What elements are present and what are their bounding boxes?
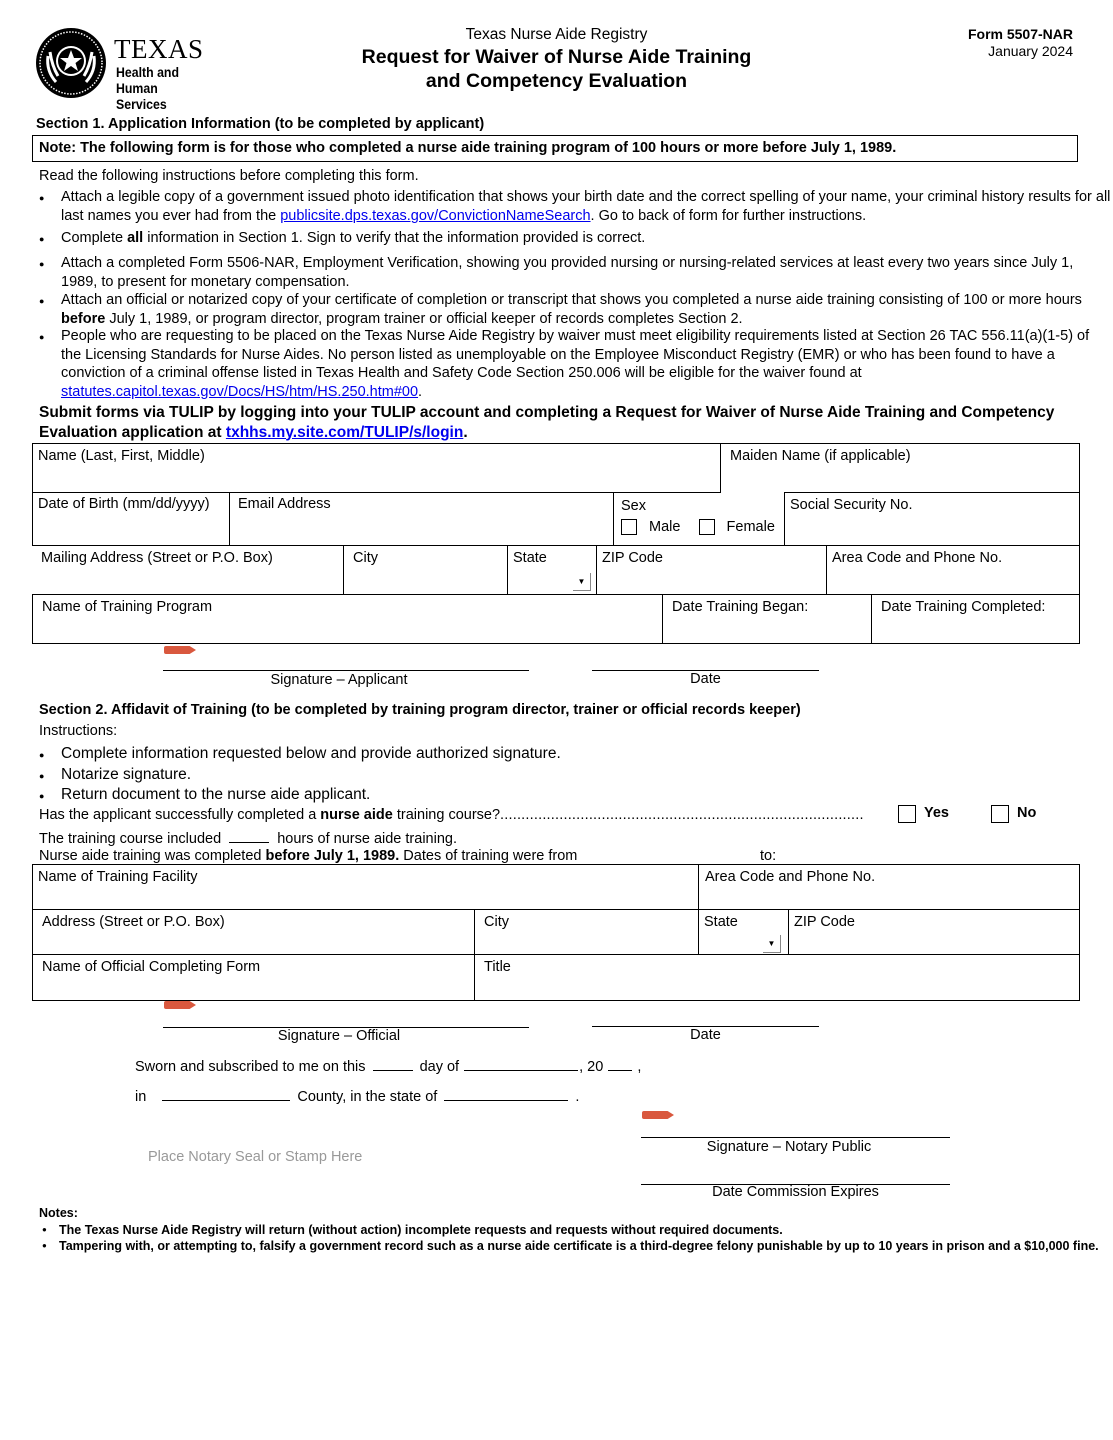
sex-field: Sex Male Female bbox=[613, 492, 785, 546]
yes-label: Yes bbox=[924, 805, 949, 821]
sign-here-tag-icon[interactable] bbox=[164, 1001, 196, 1009]
instruction-bullet-3: ● Attach a completed Form 5506-NAR, Employment Verification, showing you provided nursing or nursing-related services at least every two years since July 1, 1989, to present for monetary compensation. bbox=[32, 254, 1111, 291]
section2-bullet-2: ● Notarize signature. bbox=[32, 766, 961, 785]
training-dates-line: Nurse aide training was completed before July 1, 1989. Dates of training were from bbox=[39, 848, 578, 864]
note-item-2: ● Tampering with, or attempting to, falsify a government record such as a nurse aide certificate is a third-degree felony punishable by up to 10 years in prison and a $10,000 fine. bbox=[39, 1238, 1099, 1254]
facility-info-grid bbox=[32, 864, 1080, 1001]
date-began-field[interactable]: Date Training Began: bbox=[662, 594, 872, 644]
training-program-field[interactable]: Name of Training Program bbox=[32, 594, 663, 644]
training-facility-field[interactable]: Name of Training Facility bbox=[32, 864, 699, 910]
logo-texas-text: TEXAS bbox=[114, 34, 204, 64]
sworn-day-input[interactable] bbox=[373, 1056, 413, 1071]
form-number: Form 5507-NAR bbox=[967, 26, 1073, 42]
sworn-month-input[interactable] bbox=[464, 1056, 578, 1071]
registry-name: Texas Nurse Aide Registry bbox=[465, 26, 648, 43]
form-title: Request for Waiver of Nurse Aide Training and Competency Evaluation bbox=[361, 46, 752, 92]
official-title-field[interactable]: Title bbox=[474, 954, 1080, 1001]
logo-subtitle: Health and Human Services bbox=[116, 64, 179, 112]
maiden-name-field[interactable]: Maiden Name (if applicable) bbox=[720, 443, 1080, 493]
form-date: January 2024 bbox=[988, 43, 1073, 59]
dob-field[interactable]: Date of Birth (mm/dd/yyyy) bbox=[32, 492, 230, 546]
mailing-address-field[interactable]: Mailing Address (Street or P.O. Box) bbox=[32, 545, 344, 595]
notary-signature-label: Signature – Notary Public bbox=[706, 1139, 872, 1155]
instruction-bullet-4: ● Attach an official or notarized copy of your certificate of completion or transcript that shows you completed a nurse aide training consisting of 100 or more hours before July 1, 1989, or program director, program trainer or official keeper of records completes Section 2. bbox=[32, 291, 1111, 328]
applicant-date-label: Date bbox=[690, 671, 721, 687]
facility-zip-field[interactable]: ZIP Code bbox=[788, 909, 1080, 955]
chevron-down-icon[interactable]: ▼ bbox=[763, 935, 781, 953]
submit-instructions: Submit forms via TULIP by logging into your TULIP account and completing a Request for Waiver of Nurse Aide Training and Competency Evaluation application at txhhs.my.site.com/TULIP/s/login. bbox=[39, 404, 1055, 441]
facility-address-field[interactable]: Address (Street or P.O. Box) bbox=[32, 909, 475, 955]
section2-heading: Section 2. Affidavit of Training (to be completed by training program director, trainer or official records keeper) bbox=[39, 702, 801, 718]
facility-city-field[interactable]: City bbox=[474, 909, 699, 955]
official-signature-label: Signature – Official bbox=[277, 1028, 401, 1044]
official-name-field[interactable]: Name of Official Completing Form bbox=[32, 954, 475, 1001]
statutes-link[interactable]: statutes.capitol.texas.gov/Docs/HS/htm/HS.250.htm#00 bbox=[61, 383, 419, 400]
state-select[interactable]: State ▼ bbox=[507, 545, 597, 595]
note-item-1: ● The Texas Nurse Aide Registry will return (without action) incomplete requests and requests without required documents. bbox=[39, 1222, 1099, 1238]
no-label: No bbox=[1017, 805, 1037, 821]
section2-instructions-label: Instructions: bbox=[39, 723, 118, 739]
ssn-field[interactable]: Social Security No. bbox=[784, 492, 1080, 546]
section1-heading: Section 1. Application Information (to be completed by applicant) bbox=[36, 116, 485, 132]
training-hours-line: The training course included hours of nurse aide training. bbox=[39, 828, 457, 847]
notes-heading: Notes: bbox=[39, 1206, 78, 1220]
notary-signature-line[interactable] bbox=[641, 1137, 950, 1138]
county-input[interactable] bbox=[162, 1086, 290, 1101]
section2-bullet-1: ● Complete information requested below and provide authorized signature. bbox=[32, 745, 961, 764]
male-checkbox[interactable] bbox=[621, 519, 637, 535]
sworn-year-input[interactable] bbox=[608, 1056, 632, 1071]
instruction-bullet-5: ● People who are requesting to be placed on the Texas Nurse Aide Registry by waiver must meet eligibility requirements listed at Section 26 TAC 556.11(a)(1-5) of the Licensing Standards for Nurse Aides. No person listed as unemployable on the Employee Misconduct Registry (EMR) or who has been found to have a conviction of a criminal offense listed in Texas Health and Safety Code Section 250.006 will be eligible for the waiver found at statutes.capitol.texas.gov/Docs/HS/htm/HS.250.htm#00. bbox=[32, 327, 1111, 401]
city-field[interactable]: City bbox=[343, 545, 508, 595]
applicant-signature-label: Signature – Applicant bbox=[270, 672, 408, 688]
county-line: in County, in the state of . bbox=[135, 1086, 579, 1105]
section2-bullet-3: ● Return document to the nurse aide applicant. bbox=[32, 786, 961, 805]
sworn-line: Sworn and subscribed to me on this day of , 20 , bbox=[135, 1056, 641, 1075]
instruction-bullet-2: ● Complete all information in Section 1. Sign to verify that the information provided is correct. bbox=[32, 229, 1111, 248]
date-completed-field[interactable]: Date Training Completed: bbox=[871, 594, 1080, 644]
completion-question: Has the applicant successfully completed a nurse aide training course?...................................................................................... bbox=[39, 807, 864, 823]
training-dates-to: to: bbox=[760, 848, 777, 864]
eligibility-note: Note: The following form is for those who completed a nurse aide training program of 100 hours or more before July 1, 1989. bbox=[32, 135, 1078, 162]
state-of-input[interactable] bbox=[444, 1086, 568, 1101]
applicant-info-grid bbox=[32, 443, 1080, 644]
commission-expires-label: Date Commission Expires bbox=[712, 1184, 879, 1200]
notary-seal-placeholder: Place Notary Seal or Stamp Here bbox=[148, 1149, 363, 1165]
zip-field[interactable]: ZIP Code bbox=[596, 545, 827, 595]
instruction-bullet-1: ● Attach a legible copy of a government issued photo identification that shows your birth date and the correct spelling of your name, your criminal history results for all last names you ever had from the publicsite.dps.texas.gov/ConvictionNameSearch. Go to back of form for further instructions. bbox=[32, 188, 1111, 225]
female-checkbox[interactable] bbox=[699, 519, 715, 535]
facility-state-select[interactable]: State ▼ bbox=[698, 909, 789, 955]
form-number-block bbox=[968, 26, 1073, 60]
phone-field[interactable]: Area Code and Phone No. bbox=[826, 545, 1080, 595]
sign-here-tag-icon[interactable] bbox=[642, 1111, 674, 1119]
name-field[interactable]: Name (Last, First, Middle) bbox=[32, 443, 721, 493]
hours-input[interactable] bbox=[229, 828, 269, 843]
tulip-login-link[interactable]: txhhs.my.site.com/TULIP/s/login bbox=[225, 423, 464, 441]
applicant-signature-line[interactable] bbox=[163, 670, 529, 671]
official-date-label: Date bbox=[690, 1027, 721, 1043]
chevron-down-icon[interactable]: ▼ bbox=[573, 573, 591, 591]
sign-here-tag-icon[interactable] bbox=[164, 646, 196, 654]
facility-phone-field[interactable]: Area Code and Phone No. bbox=[698, 864, 1080, 910]
email-field[interactable]: Email Address bbox=[229, 492, 614, 546]
instructions-intro: Read the following instructions before completing this form. bbox=[39, 168, 419, 184]
conviction-search-link[interactable]: publicsite.dps.texas.gov/ConvictionNameSearch bbox=[280, 207, 591, 224]
yes-checkbox[interactable] bbox=[898, 805, 916, 823]
no-checkbox[interactable] bbox=[991, 805, 1009, 823]
